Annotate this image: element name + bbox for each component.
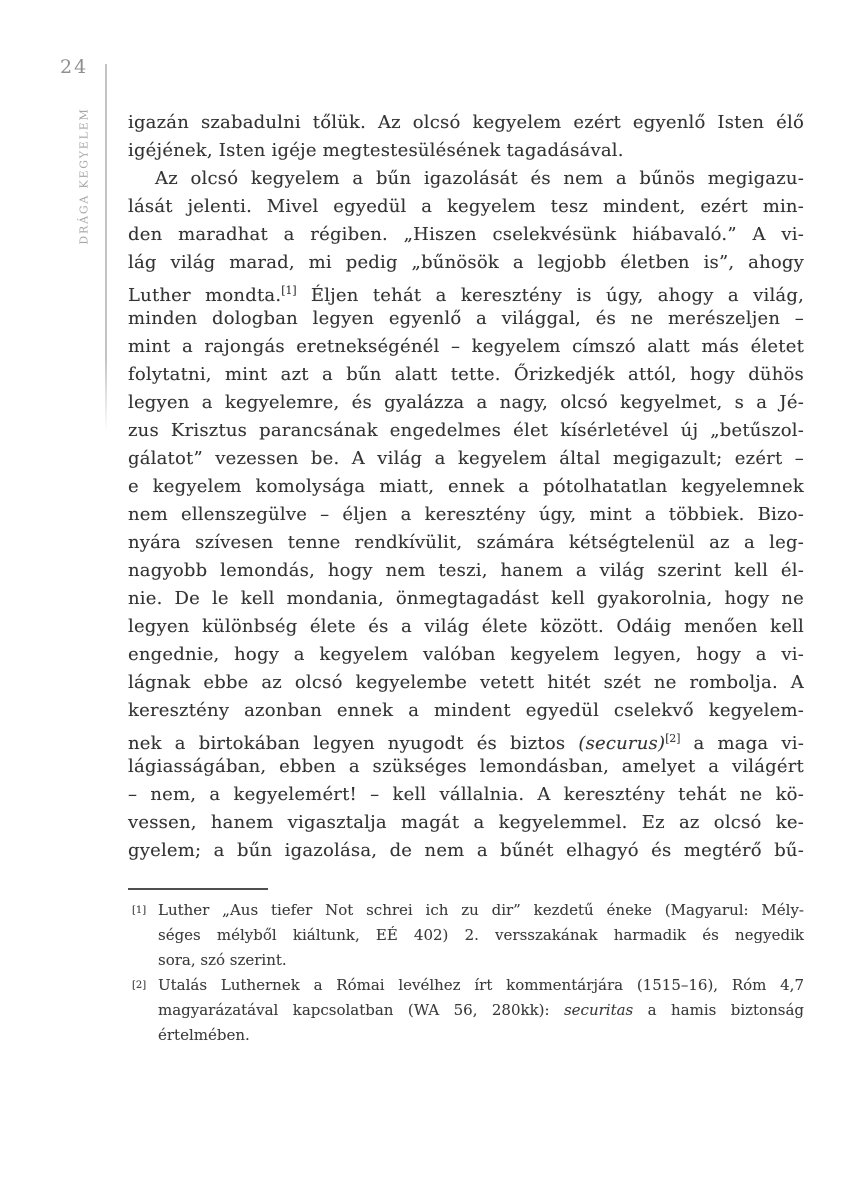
text-line [128, 221, 804, 249]
text-segment: – nem, a kegyelemért! – kell vállalnia. A keresztény tehát ne kö- [128, 784, 804, 805]
text-segment: gyelem; a bűn igazolása, de nem a bűnét elhagyó és megtérő bű- [128, 840, 804, 861]
text-segment: legyen a kegyelemre, és gyalázza a nagy, olcsó kegyelmet, s a Jé- [128, 392, 804, 413]
text-segment: igazán szabadulni tőlük. Az olcsó kegyelem ezért egyenlő Isten élő [128, 112, 804, 133]
text-segment: nem ellenszegülve – éljen a keresztény úgy, mint a többiek. Bizo- [128, 504, 804, 525]
text-segment: den maradhat a régiben. „Hiszen cselekvésünk hiábavaló.” A vi- [128, 224, 804, 245]
text-segment: értelmében. [158, 1026, 250, 1044]
text-segment: nagyobb lemondás, hogy nem teszi, hanem a világ szerint kell él- [128, 560, 804, 581]
text-line [128, 753, 804, 781]
text-segment: Az olcsó kegyelem a bűn igazolását és nem a bűnös megigazu- [155, 168, 804, 189]
text-line [128, 613, 804, 641]
text-line [128, 585, 804, 613]
text-segment: folytatni, mint azt a bűn alatt tette. Őrizkedjék attól, hogy dühös [128, 364, 804, 385]
text-line [128, 193, 804, 221]
text-segment: mint a rajongás eretnekségénél – kegyelem címszó alatt más életet [128, 336, 804, 357]
text-segment: nek a birtokában legyen nyugodt és biztos [128, 733, 579, 754]
text-segment: (securus) [578, 733, 666, 754]
text-line [128, 305, 804, 333]
text-line [128, 389, 804, 417]
text-segment: a hamis biztonság [633, 1001, 804, 1019]
footnote-line [158, 973, 804, 998]
text-segment: séges mélyből kiáltunk, EÉ 402) 2. versszakának harmadik és negyedik [158, 926, 804, 944]
text-segment: magyarázatával kapcsolatban (WA 56, 280kk): [158, 1001, 564, 1019]
text-line [128, 277, 804, 305]
text-line [128, 137, 804, 165]
footnotes-section [132, 898, 804, 1048]
text-line [128, 529, 804, 557]
chapter-margin-title: DRÁGA KEGYELEM [77, 107, 91, 245]
paragraph [128, 165, 804, 865]
text-segment: lágnak ebbe az olcsó kegyelembe vetett hitét szét ne rombolja. A [128, 672, 804, 693]
footnote-line [158, 998, 804, 1023]
text-segment: e kegyelem komolysága miatt, ennek a pótolhatatlan kegyelemnek [128, 476, 804, 497]
paragraph [128, 109, 804, 165]
footnote-line [158, 923, 804, 948]
text-line [128, 473, 804, 501]
text-line [128, 361, 804, 389]
text-line [128, 669, 804, 697]
text-segment: sora, szó szerint. [158, 951, 287, 969]
text-segment: lását jelenti. Mivel egyedül a kegyelem tesz mindent, ezért min- [128, 196, 804, 217]
text-segment: vessen, hanem vigasztalja magát a kegyelemmel. Ez az olcsó ke- [128, 812, 804, 833]
text-segment: zus Krisztus parancsának engedelmes élet kísérletével új „betűszol- [128, 420, 804, 441]
text-line [128, 837, 804, 865]
footnote-marker: [2] [132, 980, 147, 991]
text-line [128, 109, 804, 137]
text-segment: a maga vi- [680, 733, 804, 754]
footnote [132, 898, 804, 973]
text-line [128, 445, 804, 473]
text-segment: Luther „Aus tiefer Not schrei ich zu dir” kezdetű éneke (Magyarul: Mély- [158, 901, 804, 919]
text-segment: lágiasságában, ebben a szükséges lemondásban, amelyet a világért [128, 756, 804, 777]
page-number: 24 [60, 56, 89, 78]
text-line [128, 809, 804, 837]
text-line [128, 501, 804, 529]
text-line [128, 725, 804, 753]
text-segment: Éljen tehát a keresztény is úgy, ahogy a világ, [296, 285, 805, 306]
text-segment: keresztény azonban ennek a mindent egyedül cselekvő kegyelem- [128, 700, 804, 721]
text-segment: legyen különbség élete és a világ élete között. Odáig menően kell [128, 616, 804, 637]
text-line [128, 249, 804, 277]
text-segment: gálatot” vezessen be. A világ a kegyelem által megigazult; ezért – [128, 448, 804, 469]
text-segment: lág világ marad, mi pedig „bűnösök a legjobb életben is”, ahogy [128, 252, 804, 273]
footnote-reference: [2] [665, 732, 681, 745]
text-line [128, 333, 804, 361]
text-segment: engednie, hogy a kegyelem valóban kegyelem legyen, hogy a vi- [128, 644, 804, 665]
text-line [128, 781, 804, 809]
footnote-line [158, 1023, 804, 1048]
margin-rule [105, 64, 107, 432]
text-line [128, 697, 804, 725]
footnote-line [158, 898, 804, 923]
text-line [128, 417, 804, 445]
text-line [128, 641, 804, 669]
footnote-separator [128, 888, 268, 890]
text-segment: nyára szívesen tenne rendkívülit, számára kétségtelenül az a leg- [128, 532, 804, 553]
text-line [128, 165, 804, 193]
text-line [128, 557, 804, 585]
text-segment: securitas [563, 1001, 634, 1019]
text-segment: minden dologban legyen egyenlő a világgal, és ne merészeljen – [128, 308, 804, 329]
text-segment: Utalás Luthernek a Római levélhez írt kommentárjára (1515–16), Róm 4,7 [158, 976, 804, 994]
footnote-reference: [1] [281, 284, 297, 297]
text-segment: Luther mondta. [128, 285, 282, 306]
footnote [132, 973, 804, 1048]
footnote-line [158, 948, 804, 973]
text-segment: nie. De le kell mondania, önmegtagadást kell gyakorolnia, hogy ne [128, 588, 804, 609]
body-text [128, 109, 804, 865]
footnote-marker: [1] [132, 905, 147, 916]
text-segment: igéjének, Isten igéje megtestesülésének tagadásával. [128, 140, 624, 161]
